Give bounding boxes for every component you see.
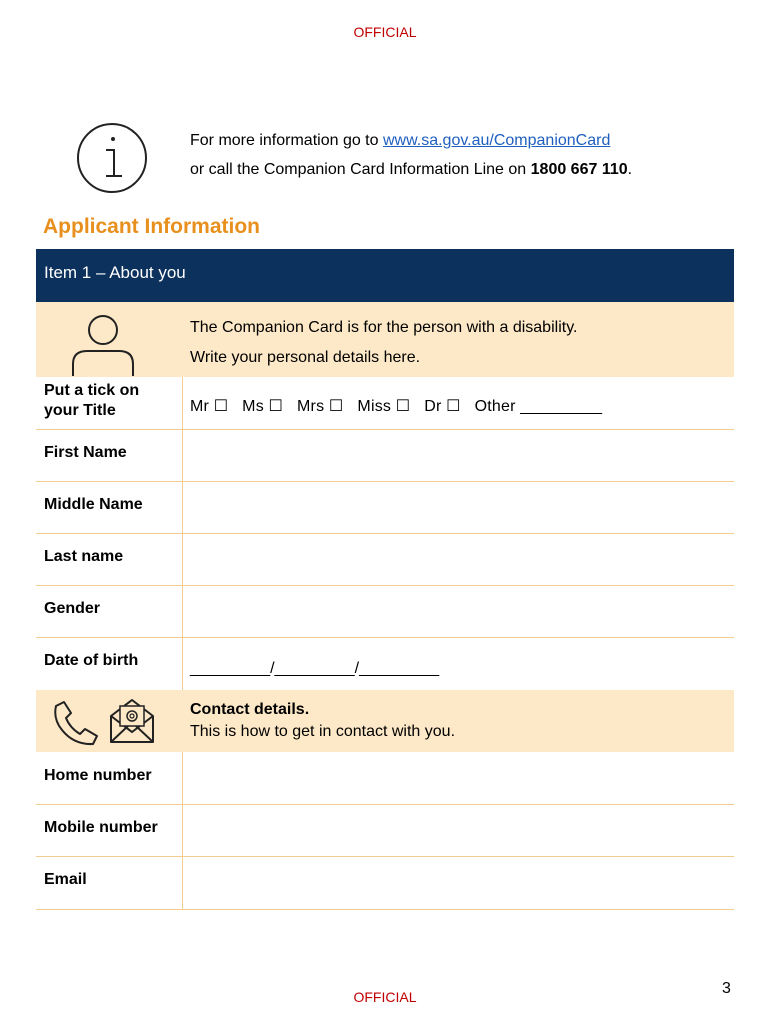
last-name-label: Last name xyxy=(44,548,124,565)
middle-name-field[interactable] xyxy=(183,481,734,533)
mobile-number-field[interactable] xyxy=(183,804,734,856)
gender-field[interactable] xyxy=(183,585,734,637)
phone-icon xyxy=(50,700,102,746)
about-band-line-1: The Companion Card is for the person with a disability. xyxy=(190,319,578,336)
home-number-label: Home number xyxy=(44,767,152,784)
mobile-number-row xyxy=(36,804,734,857)
first-name-field[interactable] xyxy=(183,429,734,481)
about-you-band xyxy=(36,302,734,377)
about-band-line-2: Write your personal details here. xyxy=(190,349,421,366)
info-icon xyxy=(76,122,148,194)
email-field[interactable] xyxy=(183,856,734,909)
contact-text: This is how to get in contact with you. xyxy=(190,723,456,740)
middle-name-row xyxy=(36,481,734,534)
classification-header: OFFICIAL xyxy=(353,24,417,40)
title-label: Put a tick on your Title xyxy=(44,382,140,419)
home-number-field[interactable] xyxy=(183,752,734,804)
info-text: For more information go to www.sa.gov.au/CompanionCard or call the Companion Card Information Line on 1800 667 110. xyxy=(190,132,633,178)
home-number-row xyxy=(36,752,734,805)
middle-name-label: Middle Name xyxy=(44,496,143,513)
last-name-field[interactable] xyxy=(183,533,734,585)
gender-label: Gender xyxy=(44,600,101,617)
contact-heading: Contact details. xyxy=(190,701,310,718)
gender-row xyxy=(36,585,734,638)
classification-footer: OFFICIAL xyxy=(353,989,417,1005)
last-name-row xyxy=(36,533,734,586)
first-name-row xyxy=(36,429,734,482)
companion-card-link[interactable]: www.sa.gov.au/CompanionCard xyxy=(382,132,611,149)
title-options[interactable]: Mr ☐ Ms ☐ Mrs ☐ Miss ☐ Dr ☐ Other _________ xyxy=(190,398,603,415)
email-label: Email xyxy=(44,871,87,888)
mobile-number-label: Mobile number xyxy=(44,819,158,836)
first-name-label: First Name xyxy=(44,444,127,461)
person-icon xyxy=(70,314,136,376)
info-phone: 1800 667 110 xyxy=(530,161,628,178)
email-row xyxy=(36,856,734,910)
dob-field[interactable]: _________/_________/_________ xyxy=(190,660,440,677)
email-icon xyxy=(108,696,156,744)
section-title: Applicant Information xyxy=(43,215,260,238)
dob-label: Date of birth xyxy=(44,652,139,669)
page-number: 3 xyxy=(722,980,731,997)
item-header: Item 1 – About you xyxy=(36,249,734,302)
contact-band xyxy=(36,690,734,752)
